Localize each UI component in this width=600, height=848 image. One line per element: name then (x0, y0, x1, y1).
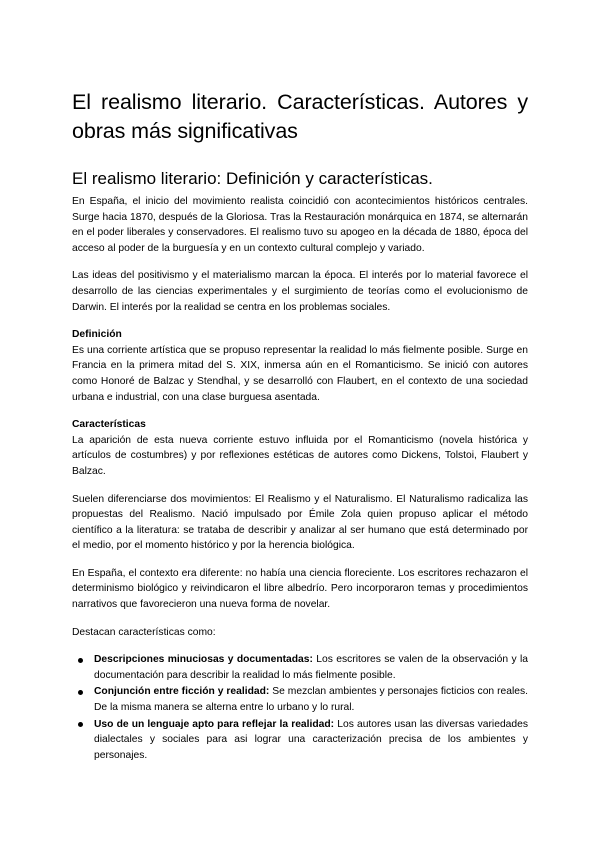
paragraph-movements: Suelen diferenciarse dos movimientos: El Realismo y el Naturalismo. El Naturalismo radicaliza las propuestas del Realismo. Nació impulsado por Émile Zola quien propuso aplicar el método científico a la literatura: se trataba de describir y analizar al ser humano que está determinado por el medio, por el momento histórico y por la herencia biológica. (72, 493, 528, 552)
paragraph-definition: Es una corriente artística que se propuso representar la realidad lo más fielmente posible. Surge en Francia en la primera mitad del S. XIX, inmersa aún en el Romanticismo. Se inició con autores como Honoré de Balzac y Stendhal, y se desarrolló con Flaubert, en el contexto de una sociedad urbana e industrial, con una clase burguesa asentada. (72, 344, 528, 403)
list-item (72, 684, 528, 715)
list-item-text: Los escritores se valen de la observación y la documentación para describir la realidad lo más fielmente posible. (94, 654, 529, 681)
bullet-icon (78, 690, 83, 695)
document-title: El realismo literario. Características. Autores y obras más significativas (72, 90, 528, 143)
document-content (72, 88, 528, 764)
definition-heading: Definición (72, 329, 122, 341)
paragraph-ideas: Las ideas del positivismo y el materialismo marcan la época. El interés por lo material favorece el desarrollo de las ciencias experimentales y el surgimiento de teorías como el evolucionismo de Darwin. El interés por la realidad se centra en los problemas sociales. (72, 270, 528, 313)
paragraph-features-intro: Destacan características como: (72, 626, 216, 638)
bullet-icon (78, 658, 83, 663)
bullet-icon (78, 722, 83, 727)
features-list (72, 652, 528, 763)
list-item-bold: Descripciones minuciosas y documentadas: (94, 654, 313, 666)
list-item (72, 717, 528, 764)
section-title: El realismo literario: Definición y características. (72, 169, 433, 188)
list-item-text: Se mezclan ambientes y personajes ficticios con reales. De la misma manera se alterna entre lo urbano y lo rural. (94, 686, 528, 714)
list-item-bold: Conjunción entre ficción y realidad: (94, 686, 270, 698)
list-item-bold: Uso de un lenguaje apto para reflejar la realidad: (94, 718, 335, 730)
list-item-text: Los autores usan las diversas variedades dialectales y sociales para asi lograr una caracterización precisa de los ambientes y personajes. (94, 718, 528, 761)
list-item (72, 652, 528, 683)
paragraph-influences: La aparición de esta nueva corriente estuvo influida por el Romanticismo (novela histórica y artículos de costumbres) y por reflexiones estéticas de autores como Dickens, Tolstoi, Flaubert y Balzac. (72, 434, 528, 477)
paragraph-context: En España, el inicio del movimiento realista coincidió con acontecimientos históricos centrales. Surge hacia 1870, después de la Gloriosa. Tras la Restauración monárquica en 1874, se alternarán en el poder liberales y conservadores. El realismo tuvo su apogeo en la década de 1880, época del acceso al poder de la burguesía y en un contexto cultural complejo y variado. (72, 196, 528, 254)
paragraph-spain: En España, el contexto era diferente: no había una ciencia floreciente. Los escritores rechazaron el determinismo biológico y reivindicaron el libre albedrío. Pero incorporaron temas y procedimientos narrativos que favorecieron una nueva forma de novelar. (72, 567, 528, 611)
features-heading: Características (72, 419, 146, 431)
